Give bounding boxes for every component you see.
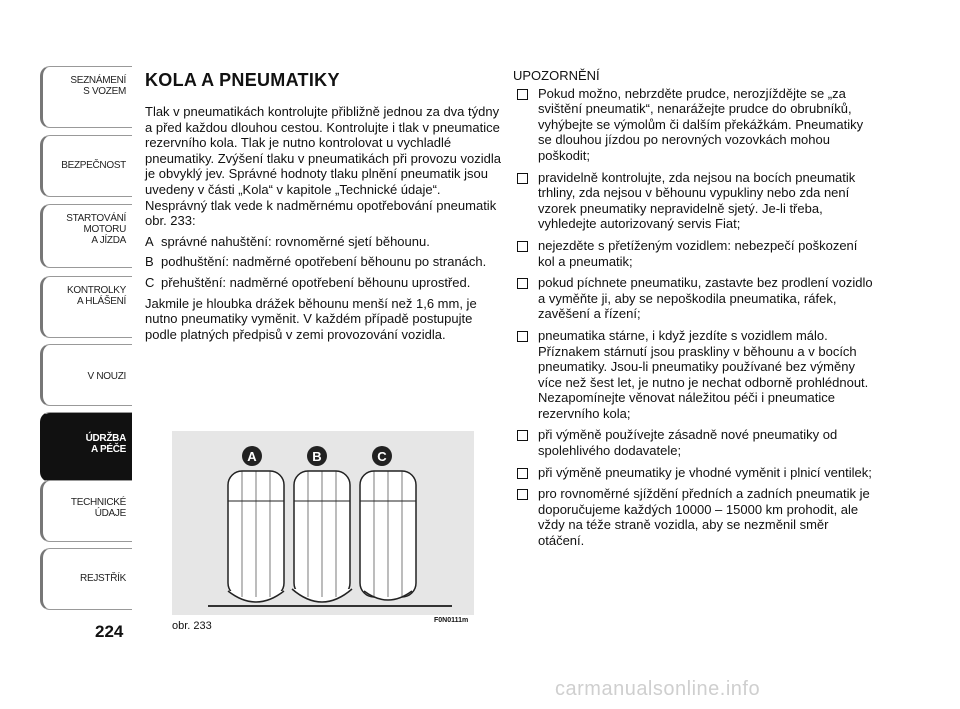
list-item [145,254,505,270]
checkbox-bullet-icon [517,241,528,252]
section-title: KOLA A PNEUMATIKY [145,70,340,90]
item-text: podhuštění: nadměrné opotřebení běhounu po stranách. [161,254,487,270]
page-number: 224 [95,622,124,641]
tab-v-nouzi[interactable]: V NOUZI [40,344,132,406]
tab-udrzba[interactable]: ÚDRŽBA A PÉČE [40,412,132,482]
label-b: B [312,449,322,464]
list-item [145,275,505,291]
checkbox-bullet-icon [517,278,528,289]
list-item: nejezděte s přetíženým vozidlem: nebezpečí poškození kol a pneumatik; [513,238,873,269]
list-item: pneumatika stárne, i když jezdíte s vozidlem málo. Příznakem stárnutí jsou praskliny v běhounu a v bocích pneumatiky. Jsou-li pneumatiky používané bez výměny více než šest let, je nutno je nechat odborně prohlédnout. Nezapomínejte věnovat náležitou péči i pneumatice rezervního kola; [513,328,873,422]
list-item: pravidelně kontrolujte, zda nejsou na bocích pneumatik trhliny, zda nejsou v běhounu vypukliny nebo zda není vzorek pneumatiky nepravidelně sjetý. Je-li třeba, vyhledejte autorizovaný servis Fiat; [513,170,873,232]
tab-rejstrik[interactable]: REJSTŘÍK [40,548,132,610]
item-text: správné nahuštění: rovnoměrné sjetí běhounu. [161,233,430,249]
tire-a [228,471,284,602]
figure-caption: obr. 233 [172,620,212,632]
figure-code: F0N0111m [434,617,469,624]
tab-technicke-udaje[interactable]: TECHNICKÉ ÚDAJE [40,480,132,542]
list-item: při výměně používejte zásadně nové pneumatiky od spolehlivého dodavatele; [513,427,873,458]
item-key: C [145,274,155,290]
tire-wear-figure [172,431,474,615]
checkbox-bullet-icon [517,489,528,500]
list-item: Pokud možno, nebrzděte prudce, nerozjíždějte se „za svištění pneumatik“, nenarážejte prudce do obrubníků, vyhýbejte se výmolům či dalším překážkám. Pneumatiky se dlouhou jízdou po nerovných vozovkách mohou poškodit; [513,86,873,164]
tab-startovani[interactable]: STARTOVÁNÍ MOTORU A JÍZDA [40,204,132,268]
list-item [145,234,505,250]
checkbox-bullet-icon [517,331,528,342]
watermark: carmanualsonline.info [555,678,761,700]
checkbox-bullet-icon [517,468,528,479]
list-item: pokud píchnete pneumatiku, zastavte bez prodlení vozidlo a vyměňte ji, aby se nepoškodila pneumatika, ráfek, zavěšení a řízení; [513,275,873,322]
tire-b [292,471,352,602]
intro-paragraph: Tlak v pneumatikách kontrolujte přibližně jednou za dva týdny a před každou dlouhou cestou. Kontrolujte i tlak v pneumatice rezervního kola. Tlak je nutno kontrolovat u vychladlé pneumatiky. Zvýšení tlaku v pneumatikách při provozu vozidla je obvyklý jev. Správné hodnoty tlaku plnění pneumatik jsou uvedeny v části „Kola“ v kapitole „Technické údaje“. Nesprávný tlak vede k nadměrnému opotřebování pneumatik obr. 233: [145,104,501,229]
tab-kontrolky[interactable]: KONTROLKY A HLÁŠENÍ [40,276,132,338]
tab-bezpecnost[interactable]: BEZPEČNOST [40,135,132,197]
warning-heading: UPOZORNĚNÍ [513,68,600,83]
tire-c [360,471,416,600]
item-text: přehuštění: nadměrné opotřebení běhounu uprostřed. [161,274,471,290]
item-key: B [145,254,154,270]
list-item: při výměně pneumatiky je vhodné vyměnit i plnicí ventilek; [513,465,873,481]
outro-paragraph: Jakmile je hloubka drážek běhounu menší než 1,6 mm, je nutno pneumatiky vyměnit. V každém případě postupujte podle platných předpisů v zemi provozování vozidla. [145,295,477,342]
checkbox-bullet-icon [517,89,528,100]
warning-column [513,68,873,555]
label-c: C [377,449,387,464]
item-key: A [145,233,154,249]
label-a: A [247,449,257,464]
tire-illustration [172,431,474,615]
list-item: pro rovnoměrné sjíždění předních a zadních pneumatik je doporučujeme každých 10000 – 15000 km prohodit, ale vždy na téže straně vozidla, aby se nezměnil směr otáčení. [513,486,873,548]
left-column [145,104,505,347]
tab-seznameni[interactable]: SEZNÁMENÍ S VOZEM [40,66,132,128]
checkbox-bullet-icon [517,173,528,184]
checkbox-bullet-icon [517,430,528,441]
